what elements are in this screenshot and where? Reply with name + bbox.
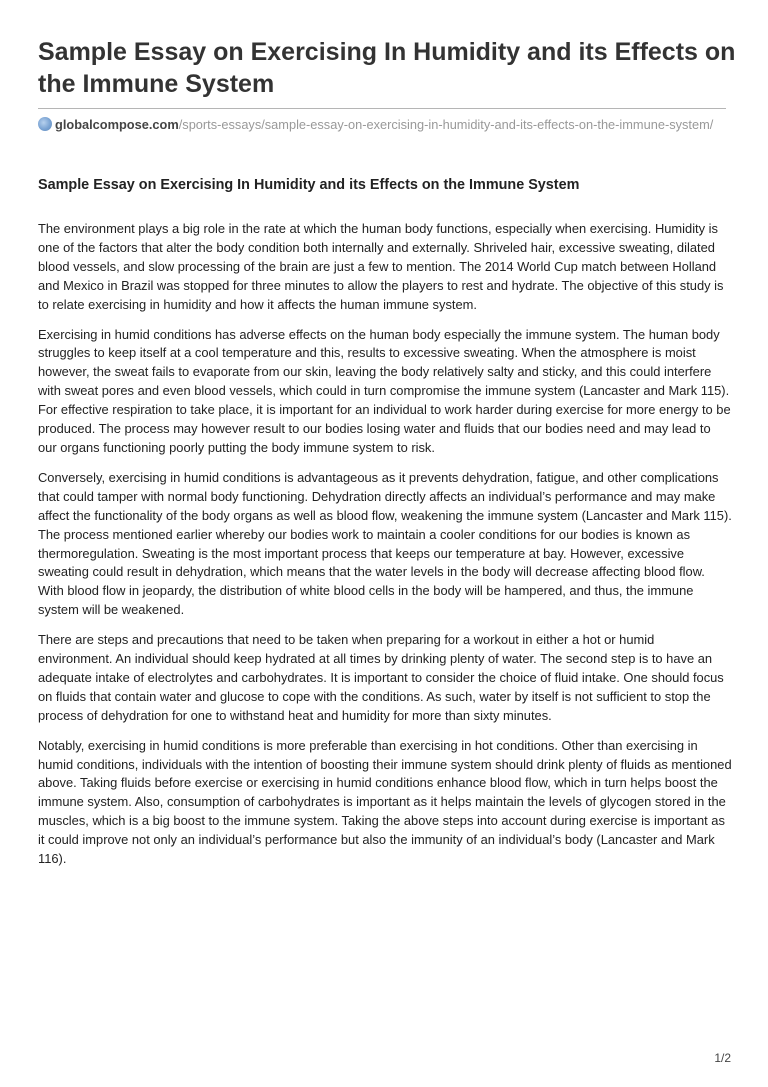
globe-icon bbox=[38, 117, 52, 131]
source-path[interactable]: /sports-essays/sample-essay-on-exercising-in-humidity-and-its-effects-on-the-immune-system/ bbox=[178, 117, 714, 132]
paragraph-5: Notably, exercising in humid conditions is more preferable than exercising in hot conditions. Other than exercising in humid conditions, individuals with the intention of boosting their immune system should drink plenty of fluids as mentioned above. Taking fluids before exercise or exercising in humid conditions enhance blood flow, which in turn helps boost the immune system. Also, consumption of carbohydrates is important as it helps maintain the levels of glycogen stored in the muscles, which is a big boost to the immune system. Taking the above steps into account during exercise is important as it could improve not only an individual’s performance but also the immunity of an individual’s body (Lancaster and Mark 116). bbox=[38, 737, 732, 867]
document-title: Sample Essay on Exercising In Humidity and its Effects on the Immune System bbox=[38, 38, 736, 98]
source-domain[interactable]: globalcompose.com bbox=[55, 117, 179, 132]
paragraph-3: Conversely, exercising in humid conditions is advantageous as it prevents dehydration, fatigue, and other complications that could tamper with normal body functioning. Dehydration directly affects an individual’s performance and may make affect the functionality of the body organs as well as blood flow, weakening the immune system (Lancaster and Mark 115). The process mentioned earlier whereby our bodies work to maintain a cooler conditions for our bodies is known as thermoregulation. Sweating is the most important process that keeps our temperature at bay. However, excessive sweating could result in dehydration, which means that the water levels in the body will decrease affecting blood flow. With blood flow in jeopardy, the distribution of white blood cells in the body will be hampered, and thus, the immune system will be weakened. bbox=[38, 469, 732, 618]
source-url[interactable] bbox=[38, 116, 738, 133]
paragraph-2: Exercising in humid conditions has adverse effects on the human body especially the immune system. The human body struggles to keep itself at a cool temperature and this, results to excessive sweating. When the atmosphere is moist however, the sweat fails to evaporate from our skin, leaving the body relatively salty and sticky, and this could interfere with sweat pores and even blood vessels, which could in turn compromise the immune system (Lancaster and Mark 115). For effective respiration to take place, it is important for an individual to work harder during exercise for more energy to be produced. The process may however result to our bodies losing water and fluids that our bodies need and may lead to our organs functioning poorly putting the body immune system to risk. bbox=[38, 326, 731, 455]
essay-heading: Sample Essay on Exercising In Humidity and its Effects on the Immune System bbox=[38, 177, 580, 193]
paragraph-4: There are steps and precautions that need to be taken when preparing for a workout in either a hot or humid environment. An individual should keep hydrated at all times by drinking plenty of water. The second step is to have an adequate intake of electrolytes and carbohydrates. It is important to consider the choice of fluid intake. One should focus on fluids that contain water and glucose to cope with the conditions. As such, water by itself is not sufficient to stop the process of dehydration for one to withstand heat and humidity for more than sixty minutes. bbox=[38, 632, 724, 723]
page-number: 1/2 bbox=[714, 1051, 731, 1065]
essay-body bbox=[38, 220, 732, 880]
paragraph-1: The environment plays a big role in the rate at which the human body functions, especially when exercising. Humidity is one of the factors that alter the body condition both internally and externally. Shriveled hair, excessive sweating, dilated blood vessels, and slow processing of the brain are just a few to mention. The 2014 World Cup match between Holland and Mexico in Brazil was stopped for three minutes to allow the players to rest and hydrate. The objective of this study is to relate exercising in humidity and how it affects the human immune system. bbox=[38, 221, 724, 312]
title-divider bbox=[38, 108, 726, 109]
